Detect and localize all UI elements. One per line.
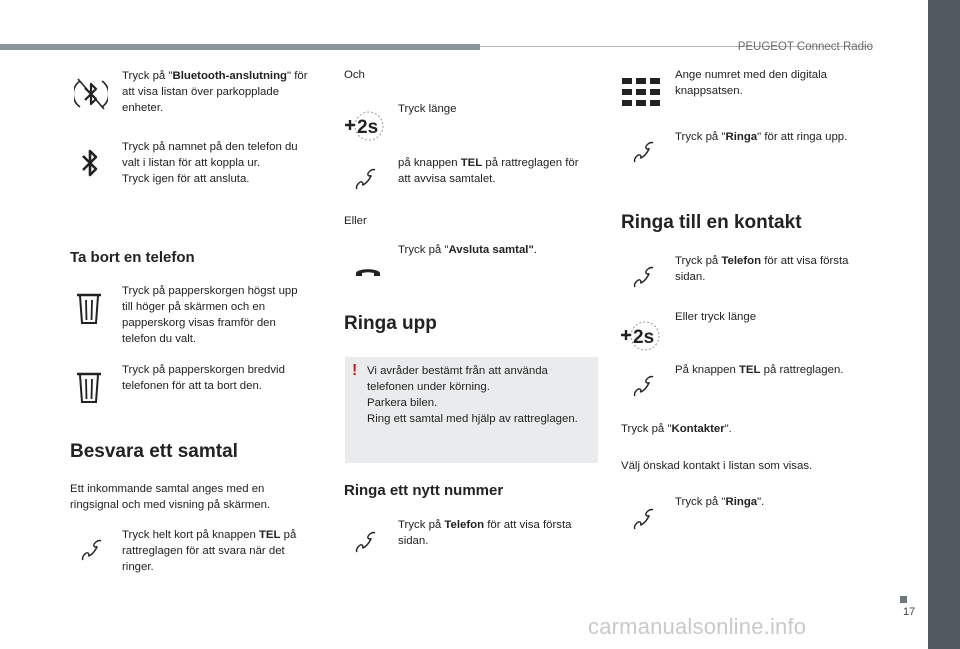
contacts-text: Tryck på "Kontakter". xyxy=(621,423,732,435)
phone-handset-icon xyxy=(354,531,378,555)
page-marker xyxy=(900,596,907,603)
ring-text: Tryck på "Ringa" för att ringa upp. xyxy=(675,131,848,143)
bluetooth-scan-icon xyxy=(74,75,108,113)
phone-handset-icon xyxy=(80,539,104,563)
end-call-text: Tryck på "Avsluta samtal". xyxy=(398,244,538,256)
answer-intro-text: Ett inkommande samtal anges med en ringsignal och med visning på skärmen. xyxy=(70,483,271,511)
keypad-icon xyxy=(622,78,660,106)
phone-handset-icon xyxy=(632,375,656,399)
phone-handset-icon xyxy=(632,508,656,532)
tel-button-text: På knappen TEL på rattreglagen. xyxy=(675,364,844,376)
reject-call-text: på knappen TEL på rattreglagen för att avvisa samtalet. xyxy=(398,157,579,185)
page-edge-sidebar xyxy=(928,0,960,649)
disconnect-text: Tryck på namnet på den telefon du valt i listan för att koppla ur. Tryck igen för att ansluta. xyxy=(122,141,298,185)
trash-icon xyxy=(76,370,102,406)
page-number: 17 xyxy=(903,606,916,618)
section-title-remove-phone: Ta bort en telefon xyxy=(70,249,195,266)
svg-text:2s: 2s xyxy=(633,327,655,348)
watermark: carmanualsonline.info xyxy=(588,614,807,639)
keypad-text: Ange numret med den digitala knappsatsen. xyxy=(675,69,827,97)
section-title-call: Ringa upp xyxy=(344,313,437,334)
phone-handset-icon xyxy=(632,266,656,290)
trash-beside-text: Tryck på papperskorgen bredvid telefonen för att ta bort den. xyxy=(122,364,285,392)
hang-up-icon xyxy=(354,264,382,278)
ring-text-2: Tryck på "Ringa". xyxy=(675,496,765,508)
long-press-2s-icon xyxy=(620,319,660,353)
section-title-new-number: Ringa ett nytt nummer xyxy=(344,482,504,499)
press-long-text: Tryck länge xyxy=(398,103,457,115)
trash-top-text: Tryck på papperskorgen högst upp till höger på skärmen och en papperskorg visas framför den telefon du valt. xyxy=(122,285,298,345)
long-press-2s-icon xyxy=(344,109,384,143)
header-title: PEUGEOT Connect Radio xyxy=(737,41,873,53)
och-text: Och xyxy=(344,69,365,81)
trash-icon xyxy=(76,291,102,327)
select-contact-text: Välj önskad kontakt i listan som visas. xyxy=(621,460,813,472)
header-rule xyxy=(0,44,480,50)
phone-handset-icon xyxy=(632,141,656,165)
section-title-answer-call: Besvara ett samtal xyxy=(70,441,238,462)
warning-icon: ! xyxy=(352,362,358,379)
press-long-text-2: Eller tryck länge xyxy=(675,311,757,323)
phone-handset-icon xyxy=(354,168,378,192)
answer-call-text: Tryck helt kort på knappen TEL på rattreglagen för att svara när det ringer. xyxy=(122,529,297,573)
safety-notice-text: Vi avråder bestämt från att använda telefonen under körning. Parkera bilen. Ring ett samtal med hjälp av rattreglagen. xyxy=(367,365,578,425)
svg-text:2s: 2s xyxy=(357,117,379,138)
bluetooth-connection-text: Tryck på "Bluetooth-anslutning" för att visa listan över parkopplade enheter. xyxy=(122,70,308,114)
open-phone-text-2: Tryck på Telefon för att visa första sidan. xyxy=(675,255,849,283)
open-phone-text: Tryck på Telefon för att visa första sidan. xyxy=(398,519,572,547)
section-title-call-contact: Ringa till en kontakt xyxy=(621,212,802,233)
eller-text: Eller xyxy=(344,215,367,227)
bluetooth-icon xyxy=(80,147,100,181)
